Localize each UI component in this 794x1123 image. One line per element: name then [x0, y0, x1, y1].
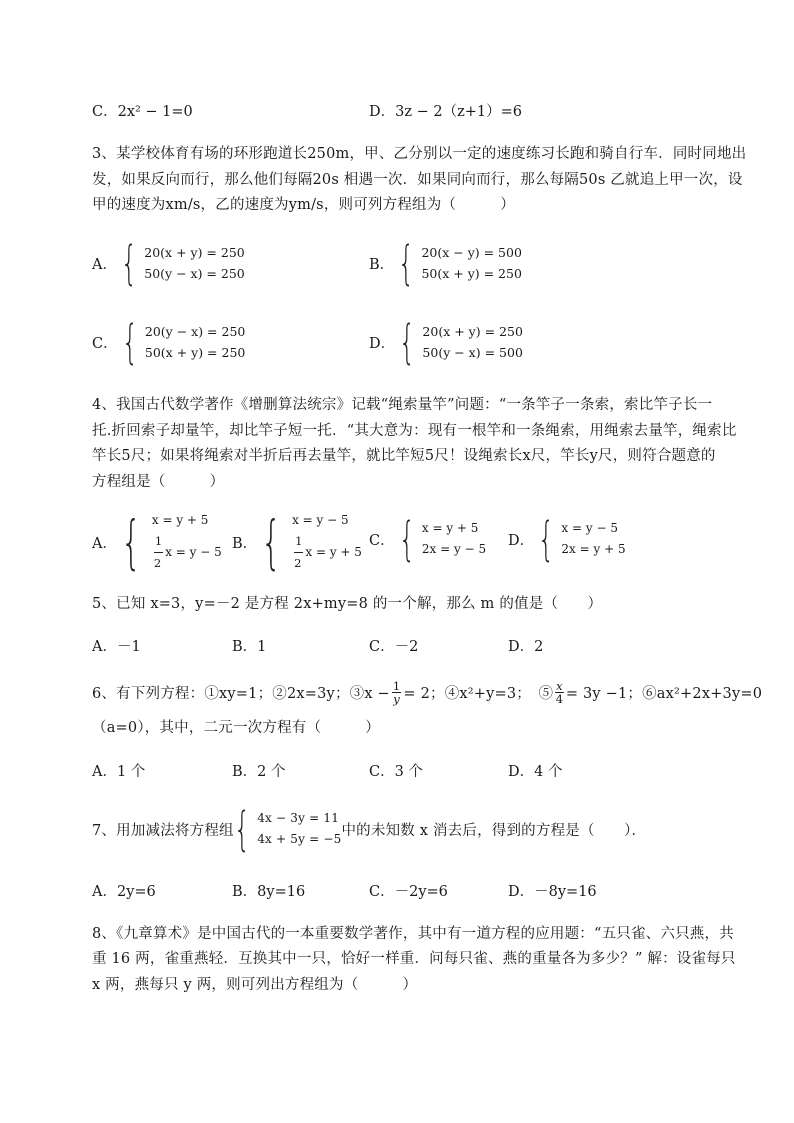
question-8-line-2: 重 16 两，雀重燕轻．互换其中一只，恰好一样重．问每只雀、燕的重量各为多少？” 解：设雀每只 [92, 951, 736, 967]
brace-icon: { [121, 315, 138, 369]
fraction-half: $\frac{1}{2}$ [294, 531, 303, 574]
question-4-line-1: 4、我国古代数学著作《增删算法统宗》记载“绳索量竿”问题：“一条竿子一条索，索比竿子长一 [92, 397, 713, 413]
equation: 50(x + y) = 250 [421, 266, 522, 281]
question-7-option-d[interactable]: D．－8y=16 [508, 884, 597, 900]
brace-icon: { [233, 802, 250, 856]
equation: 50(x + y) = 250 [144, 345, 246, 360]
option-label: D． [508, 532, 535, 549]
equation: $\frac{1}{2}$ x = y − 5 [152, 531, 222, 574]
question-3-option-c[interactable] [92, 315, 246, 369]
question-6-line-2: （a=0），其中，二元一次方程有（ ） [92, 720, 380, 736]
fraction-half: $\frac{1}{2}$ [154, 531, 163, 574]
question-3-option-d[interactable] [369, 315, 523, 369]
equation: x = y − 5 [561, 521, 618, 535]
equation: 50(y − x) = 500 [422, 345, 523, 360]
brace-icon: { [261, 508, 282, 576]
question-5-line-1: 5、已知 x=3，y=－2 是方程 2x+my=8 的一个解，那么 m 的值是（ ） [92, 596, 603, 612]
equation-system: 4x − 3y = 11 4x + 5y = −5 [257, 811, 342, 846]
equation: x = y + 5 [421, 521, 479, 535]
option-label: A． [92, 256, 117, 273]
equation: 2x = y − 5 [421, 542, 487, 556]
option-label: D． [369, 335, 396, 352]
question-6-line-1: 6、有下列方程：①xy=1；②2x=3y；③x − $\frac{1}{y}$ = 2；④x²+y=3； ⑤ $\frac{x}{4}$ = 3y −1；⑥ax²+2x+3y=0 [92, 679, 763, 706]
brace-icon: { [120, 236, 138, 290]
option-label: A． [92, 535, 117, 552]
question-4-option-d[interactable] [508, 512, 626, 566]
question-4-option-c[interactable] [369, 512, 487, 566]
question-5-option-a[interactable]: A．－1 [92, 639, 141, 655]
question-7-option-b[interactable]: B．8y=16 [232, 884, 306, 900]
equation: 20(y − x) = 250 [144, 324, 246, 339]
question-4-option-a[interactable] [92, 510, 222, 574]
question-4-line-3: 竿长5尺；如果将绳索对半折后再去量竿，就比竿短5尺！设绳索长x尺，竿长y尺，则符合题意的 [92, 448, 716, 464]
question-7-line-1: 7、用加减法将方程组 { 4x − 3y = 11 4x + 5y = −5 中的未知数 x 消去后，得到的方程是（ ）． [92, 802, 647, 856]
question-3-option-b[interactable] [369, 236, 522, 290]
option-label: B． [369, 256, 395, 273]
question-3-line-1: 3、某学校体育有场的环形跑道长250m，甲、乙分别以一定的速度练习长跑和骑自行车．同时同地出 [92, 146, 747, 162]
question-6-option-c[interactable]: C．3 个 [369, 764, 423, 780]
question-8-line-1: 8、《九章算术》是中国古代的一本重要数学著作，其中有一道方程的应用题：“五只雀、六只燕，共 [92, 926, 734, 942]
option-c-text: C．2x² − 1=0 [92, 104, 193, 120]
brace-icon: { [398, 512, 415, 566]
question-7-option-a[interactable]: A．2y=6 [92, 884, 156, 900]
question-5-option-b[interactable]: B．1 [232, 639, 267, 655]
question-3-option-a[interactable] [92, 236, 245, 290]
equation: $\frac{1}{2}$ x = y + 5 [292, 531, 362, 574]
equation: 50(y − x) = 250 [144, 266, 245, 281]
option-label: C． [92, 335, 118, 352]
equation: x = y − 5 [292, 513, 349, 527]
question-3-line-2: 发，如果反向而行，那么他们每隔20s 相遇一次．如果同向而行，那么每隔50s 乙就追上甲一次，设 [92, 172, 743, 188]
question-4-line-4: 方程组是（ ） [92, 474, 225, 490]
brace-icon: { [120, 508, 142, 576]
question-6-option-a[interactable]: A．1 个 [92, 764, 146, 780]
question-3-line-3: 甲的速度为xm/s，乙的速度为ym/s，则可列方程组为（ ） [92, 197, 515, 213]
question-6-option-d[interactable]: D．4 个 [508, 764, 563, 780]
equation: 20(x + y) = 250 [422, 324, 523, 339]
question-4-option-b[interactable] [232, 510, 362, 574]
option-label: B． [232, 535, 258, 552]
question-4-line-2: 托.折回索子却量竿，却比竿子短一托．“其大意为：现有一根竿和一条绳索，用绳索去量竿，绳索比 [92, 423, 737, 439]
option-d-text: D．3z − 2（z+1）=6 [369, 104, 522, 120]
brace-icon: { [398, 236, 415, 290]
option-label: C． [369, 532, 395, 549]
question-7-option-c[interactable]: C．－2y=6 [369, 884, 448, 900]
brace-icon: { [399, 315, 416, 369]
question-5-option-d[interactable]: D．2 [508, 639, 544, 655]
equation: x = y + 5 [151, 513, 209, 527]
question-6-option-b[interactable]: B．2 个 [232, 764, 286, 780]
equation: 20(x + y) = 250 [144, 245, 245, 260]
fraction-one-over-y: $\frac{1}{y}$ [392, 679, 401, 706]
brace-icon: { [538, 512, 555, 566]
equation: 2x = y + 5 [561, 542, 626, 556]
question-5-option-c[interactable]: C．－2 [369, 639, 419, 655]
fraction-x-over-4: $\frac{x}{4}$ [555, 679, 564, 706]
equation: 20(x − y) = 500 [421, 245, 522, 260]
question-8-line-3: x 两，燕每只 y 两，则可列出方程组为（ ） [92, 977, 418, 993]
